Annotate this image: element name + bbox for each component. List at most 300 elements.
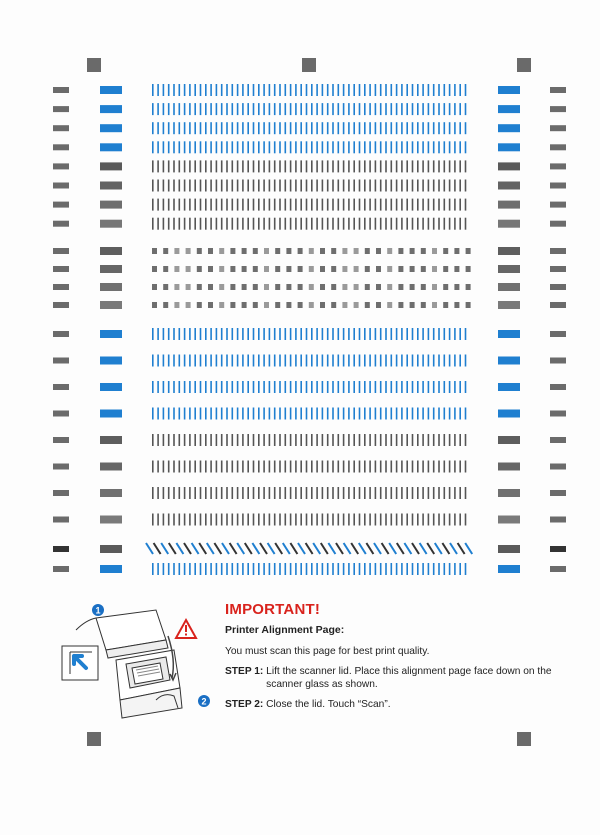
alignment-dash	[163, 302, 168, 308]
alignment-line	[322, 514, 324, 526]
alignment-line	[205, 328, 207, 340]
alignment-line	[232, 141, 234, 153]
alignment-line	[417, 84, 419, 96]
pattern-row	[53, 247, 566, 255]
alignment-line	[364, 180, 366, 192]
alignment-line	[179, 328, 181, 340]
alignment-line	[237, 199, 239, 211]
alignment-line	[322, 461, 324, 473]
side-block-left	[100, 201, 122, 209]
alignment-line	[279, 84, 281, 96]
outer-mark-left	[53, 144, 69, 150]
alignment-line	[396, 563, 398, 575]
alignment-line	[184, 461, 186, 473]
alignment-line	[179, 434, 181, 446]
alignment-line	[216, 328, 218, 340]
alignment-line	[454, 122, 456, 134]
alignment-line	[391, 199, 393, 211]
alignment-line	[417, 103, 419, 115]
side-block-left	[100, 265, 122, 273]
diagonal-mark	[336, 543, 343, 554]
alignment-line	[253, 199, 255, 211]
alignment-line	[221, 514, 223, 526]
alignment-line	[290, 563, 292, 575]
alignment-line	[210, 199, 212, 211]
alignment-line	[269, 218, 271, 230]
alignment-line	[173, 487, 175, 499]
alignment-line	[200, 563, 202, 575]
alignment-line	[316, 355, 318, 367]
alignment-line	[348, 434, 350, 446]
alignment-line	[300, 122, 302, 134]
alignment-line	[369, 355, 371, 367]
alignment-line	[391, 103, 393, 115]
alignment-line	[422, 141, 424, 153]
alignment-line	[322, 328, 324, 340]
alignment-dash	[163, 266, 168, 272]
alignment-line	[348, 84, 350, 96]
alignment-line	[253, 103, 255, 115]
alignment-line	[200, 218, 202, 230]
alignment-line	[279, 328, 281, 340]
alignment-line	[279, 408, 281, 420]
alignment-line	[242, 355, 244, 367]
alignment-line	[322, 381, 324, 393]
alignment-line	[412, 218, 414, 230]
pattern-row	[53, 328, 566, 340]
side-block-right	[498, 357, 520, 365]
alignment-line	[253, 408, 255, 420]
alignment-line	[200, 487, 202, 499]
alignment-line	[406, 103, 408, 115]
alignment-line	[401, 84, 403, 96]
alignment-line	[216, 514, 218, 526]
alignment-line	[391, 461, 393, 473]
alignment-line	[258, 103, 260, 115]
alignment-line	[306, 381, 308, 393]
side-block-right	[498, 182, 520, 190]
alignment-line	[258, 199, 260, 211]
alignment-line	[401, 160, 403, 172]
alignment-line	[316, 218, 318, 230]
alignment-line	[157, 122, 159, 134]
alignment-line	[279, 160, 281, 172]
alignment-line	[173, 381, 175, 393]
outer-mark-left	[53, 87, 69, 93]
alignment-line	[406, 84, 408, 96]
alignment-line	[253, 218, 255, 230]
alignment-line	[300, 218, 302, 230]
alignment-line	[300, 160, 302, 172]
alignment-line	[168, 408, 170, 420]
alignment-line	[226, 487, 228, 499]
alignment-line	[422, 434, 424, 446]
alignment-line	[428, 563, 430, 575]
alignment-line	[274, 199, 276, 211]
alignment-line	[168, 514, 170, 526]
diagonal-mark	[420, 543, 427, 554]
alignment-line	[338, 434, 340, 446]
alignment-line	[205, 103, 207, 115]
alignment-line	[449, 487, 451, 499]
alignment-line	[359, 122, 361, 134]
alignment-line	[338, 122, 340, 134]
alignment-line	[295, 160, 297, 172]
alignment-line	[216, 355, 218, 367]
alignment-line	[237, 218, 239, 230]
alignment-line	[221, 84, 223, 96]
diagonal-mark	[458, 543, 465, 554]
alignment-line	[194, 461, 196, 473]
alignment-line	[332, 180, 334, 192]
alignment-line	[348, 514, 350, 526]
alignment-line	[189, 103, 191, 115]
alignment-line	[242, 122, 244, 134]
alignment-line	[391, 563, 393, 575]
alignment-line	[359, 160, 361, 172]
step-1-label: STEP 1:	[225, 665, 267, 677]
alignment-line	[422, 563, 424, 575]
alignment-line	[343, 563, 345, 575]
alignment-line	[274, 328, 276, 340]
alignment-line	[380, 218, 382, 230]
alignment-line	[433, 122, 435, 134]
alignment-line	[449, 408, 451, 420]
alignment-line	[163, 408, 165, 420]
alignment-line	[438, 355, 440, 367]
alignment-line	[232, 487, 234, 499]
alignment-line	[226, 84, 228, 96]
step-2-label: STEP 2:	[225, 698, 267, 710]
alignment-line	[163, 514, 165, 526]
pattern-row	[53, 487, 566, 499]
alignment-line	[221, 160, 223, 172]
diagonal-mark	[275, 543, 282, 554]
alignment-dash	[298, 248, 303, 254]
alignment-line	[173, 514, 175, 526]
alignment-line	[200, 180, 202, 192]
alignment-line	[300, 514, 302, 526]
alignment-line	[247, 434, 249, 446]
side-block-right	[498, 383, 520, 391]
alignment-line	[232, 434, 234, 446]
alignment-line	[152, 461, 154, 473]
alignment-line	[247, 103, 249, 115]
alignment-line	[359, 103, 361, 115]
alignment-line	[179, 514, 181, 526]
alignment-dash	[309, 302, 314, 308]
pattern-row	[53, 434, 566, 446]
fiducial-square	[517, 732, 531, 746]
alignment-line	[438, 487, 440, 499]
alignment-line	[459, 141, 461, 153]
alignment-line	[311, 218, 313, 230]
alignment-dash	[253, 284, 258, 290]
alignment-line	[295, 434, 297, 446]
side-block-left	[100, 357, 122, 365]
alignment-line	[327, 461, 329, 473]
alignment-line	[401, 180, 403, 192]
alignment-dash	[208, 302, 213, 308]
outer-mark-right	[550, 87, 566, 93]
outer-mark-right	[550, 163, 566, 169]
alignment-line	[412, 328, 414, 340]
alignment-line	[428, 381, 430, 393]
alignment-line	[406, 141, 408, 153]
side-block-left	[100, 86, 122, 94]
alignment-line	[401, 408, 403, 420]
alignment-line	[369, 122, 371, 134]
alignment-line	[232, 563, 234, 575]
alignment-line	[348, 141, 350, 153]
alignment-line	[274, 122, 276, 134]
side-block-right	[498, 105, 520, 113]
alignment-line	[232, 199, 234, 211]
alignment-dash	[242, 266, 247, 272]
alignment-line	[417, 199, 419, 211]
alignment-line	[232, 122, 234, 134]
alignment-line	[205, 141, 207, 153]
alignment-line	[200, 122, 202, 134]
alignment-line	[221, 381, 223, 393]
alignment-line	[189, 141, 191, 153]
alignment-line	[179, 381, 181, 393]
alignment-line	[290, 141, 292, 153]
alignment-line	[438, 103, 440, 115]
outer-mark-right	[550, 284, 566, 290]
alignment-line	[210, 434, 212, 446]
alignment-line	[417, 355, 419, 367]
alignment-line	[369, 160, 371, 172]
alignment-line	[263, 563, 265, 575]
alignment-line	[285, 328, 287, 340]
outer-mark-right	[550, 490, 566, 496]
alignment-line	[433, 434, 435, 446]
alignment-line	[454, 84, 456, 96]
alignment-line	[428, 141, 430, 153]
alignment-dash	[454, 284, 459, 290]
alignment-line	[369, 434, 371, 446]
alignment-line	[226, 122, 228, 134]
alignment-line	[385, 103, 387, 115]
alignment-line	[444, 180, 446, 192]
alignment-line	[152, 160, 154, 172]
alignment-line	[242, 408, 244, 420]
alignment-line	[189, 122, 191, 134]
alignment-line	[189, 218, 191, 230]
alignment-line	[242, 103, 244, 115]
alignment-line	[184, 563, 186, 575]
alignment-line	[369, 408, 371, 420]
alignment-dash	[421, 284, 426, 290]
alignment-line	[279, 141, 281, 153]
alignment-line	[401, 218, 403, 230]
alignment-dash	[186, 248, 191, 254]
alignment-dash	[331, 284, 336, 290]
alignment-line	[353, 563, 355, 575]
alignment-line	[438, 461, 440, 473]
alignment-line	[157, 434, 159, 446]
alignment-line	[391, 408, 393, 420]
outer-mark-right	[550, 331, 566, 337]
alignment-line	[232, 514, 234, 526]
alignment-line	[157, 461, 159, 473]
alignment-line	[380, 180, 382, 192]
alignment-line	[444, 199, 446, 211]
alignment-line	[364, 514, 366, 526]
alignment-line	[449, 218, 451, 230]
alignment-line	[433, 514, 435, 526]
alignment-dash	[152, 248, 157, 254]
alignment-line	[454, 355, 456, 367]
alignment-line	[157, 180, 159, 192]
alignment-line	[279, 199, 281, 211]
side-block-right	[498, 463, 520, 471]
outer-mark-right	[550, 384, 566, 390]
alignment-line	[157, 141, 159, 153]
alignment-line	[163, 103, 165, 115]
alignment-dash	[454, 302, 459, 308]
alignment-line	[226, 408, 228, 420]
alignment-dash	[454, 266, 459, 272]
alignment-line	[184, 408, 186, 420]
fiducial-square	[302, 58, 316, 72]
step-2-text: Close the lid. Touch “Scan”.	[266, 698, 391, 710]
outer-mark-left	[53, 248, 69, 254]
alignment-line	[205, 84, 207, 96]
alignment-line	[269, 514, 271, 526]
alignment-line	[300, 461, 302, 473]
diagonal-mark	[404, 543, 411, 554]
alignment-line	[444, 563, 446, 575]
alignment-line	[369, 563, 371, 575]
alignment-line	[359, 199, 361, 211]
diagonal-mark	[321, 543, 328, 554]
alignment-line	[210, 180, 212, 192]
alignment-line	[242, 487, 244, 499]
alignment-line	[438, 328, 440, 340]
outer-mark-right	[550, 106, 566, 112]
alignment-line	[444, 434, 446, 446]
alignment-line	[168, 355, 170, 367]
alignment-line	[253, 180, 255, 192]
alignment-line	[247, 563, 249, 575]
alignment-line	[152, 218, 154, 230]
alignment-line	[306, 160, 308, 172]
alignment-line	[242, 381, 244, 393]
pattern-row	[53, 301, 566, 309]
alignment-line	[295, 141, 297, 153]
side-block-right	[498, 283, 520, 291]
alignment-dash	[342, 302, 347, 308]
alignment-line	[465, 487, 467, 499]
alignment-line	[263, 328, 265, 340]
alignment-line	[322, 408, 324, 420]
outer-mark-left	[53, 331, 69, 337]
alignment-line	[237, 408, 239, 420]
alignment-line	[417, 514, 419, 526]
alignment-line	[332, 381, 334, 393]
side-block-left	[100, 383, 122, 391]
alignment-line	[242, 84, 244, 96]
alignment-dash	[208, 248, 213, 254]
alignment-line	[433, 84, 435, 96]
alignment-line	[380, 408, 382, 420]
alignment-line	[232, 218, 234, 230]
alignment-line	[253, 328, 255, 340]
alignment-line	[316, 122, 318, 134]
alignment-line	[216, 218, 218, 230]
alignment-line	[396, 103, 398, 115]
outer-mark-left	[53, 163, 69, 169]
diagonal-mark	[146, 543, 153, 554]
alignment-line	[369, 381, 371, 393]
alignment-line	[380, 461, 382, 473]
alignment-line	[184, 381, 186, 393]
alignment-line	[194, 408, 196, 420]
alignment-line	[274, 514, 276, 526]
alignment-line	[311, 408, 313, 420]
alignment-line	[353, 328, 355, 340]
alignment-line	[359, 461, 361, 473]
alignment-line	[210, 514, 212, 526]
outer-mark-right	[550, 183, 566, 189]
alignment-line	[385, 160, 387, 172]
alignment-line	[163, 141, 165, 153]
alignment-line	[226, 434, 228, 446]
alignment-line	[269, 328, 271, 340]
alignment-line	[459, 461, 461, 473]
alignment-line	[179, 408, 181, 420]
alignment-line	[269, 381, 271, 393]
alignment-line	[396, 180, 398, 192]
side-block-right	[498, 124, 520, 132]
side-block-left	[100, 124, 122, 132]
alignment-line	[396, 199, 398, 211]
alignment-line	[242, 461, 244, 473]
side-block-right	[498, 565, 520, 573]
alignment-line	[428, 461, 430, 473]
alignment-dash	[320, 284, 325, 290]
alignment-line	[348, 408, 350, 420]
alignment-line	[258, 514, 260, 526]
alignment-line	[221, 103, 223, 115]
alignment-line	[306, 141, 308, 153]
alignment-line	[316, 160, 318, 172]
alignment-line	[253, 381, 255, 393]
alignment-line	[168, 563, 170, 575]
alignment-line	[433, 563, 435, 575]
alignment-line	[396, 160, 398, 172]
alignment-line	[279, 487, 281, 499]
alignment-line	[412, 563, 414, 575]
diagonal-mark	[389, 543, 396, 554]
alignment-line	[173, 328, 175, 340]
alignment-line	[438, 84, 440, 96]
alignment-line	[327, 122, 329, 134]
alignment-line	[375, 160, 377, 172]
alignment-line	[274, 355, 276, 367]
alignment-line	[247, 355, 249, 367]
alignment-line	[306, 122, 308, 134]
alignment-line	[364, 84, 366, 96]
alignment-line	[258, 84, 260, 96]
alignment-line	[385, 514, 387, 526]
alignment-line	[258, 180, 260, 192]
alignment-line	[422, 84, 424, 96]
alignment-line	[343, 141, 345, 153]
alignment-line	[285, 563, 287, 575]
